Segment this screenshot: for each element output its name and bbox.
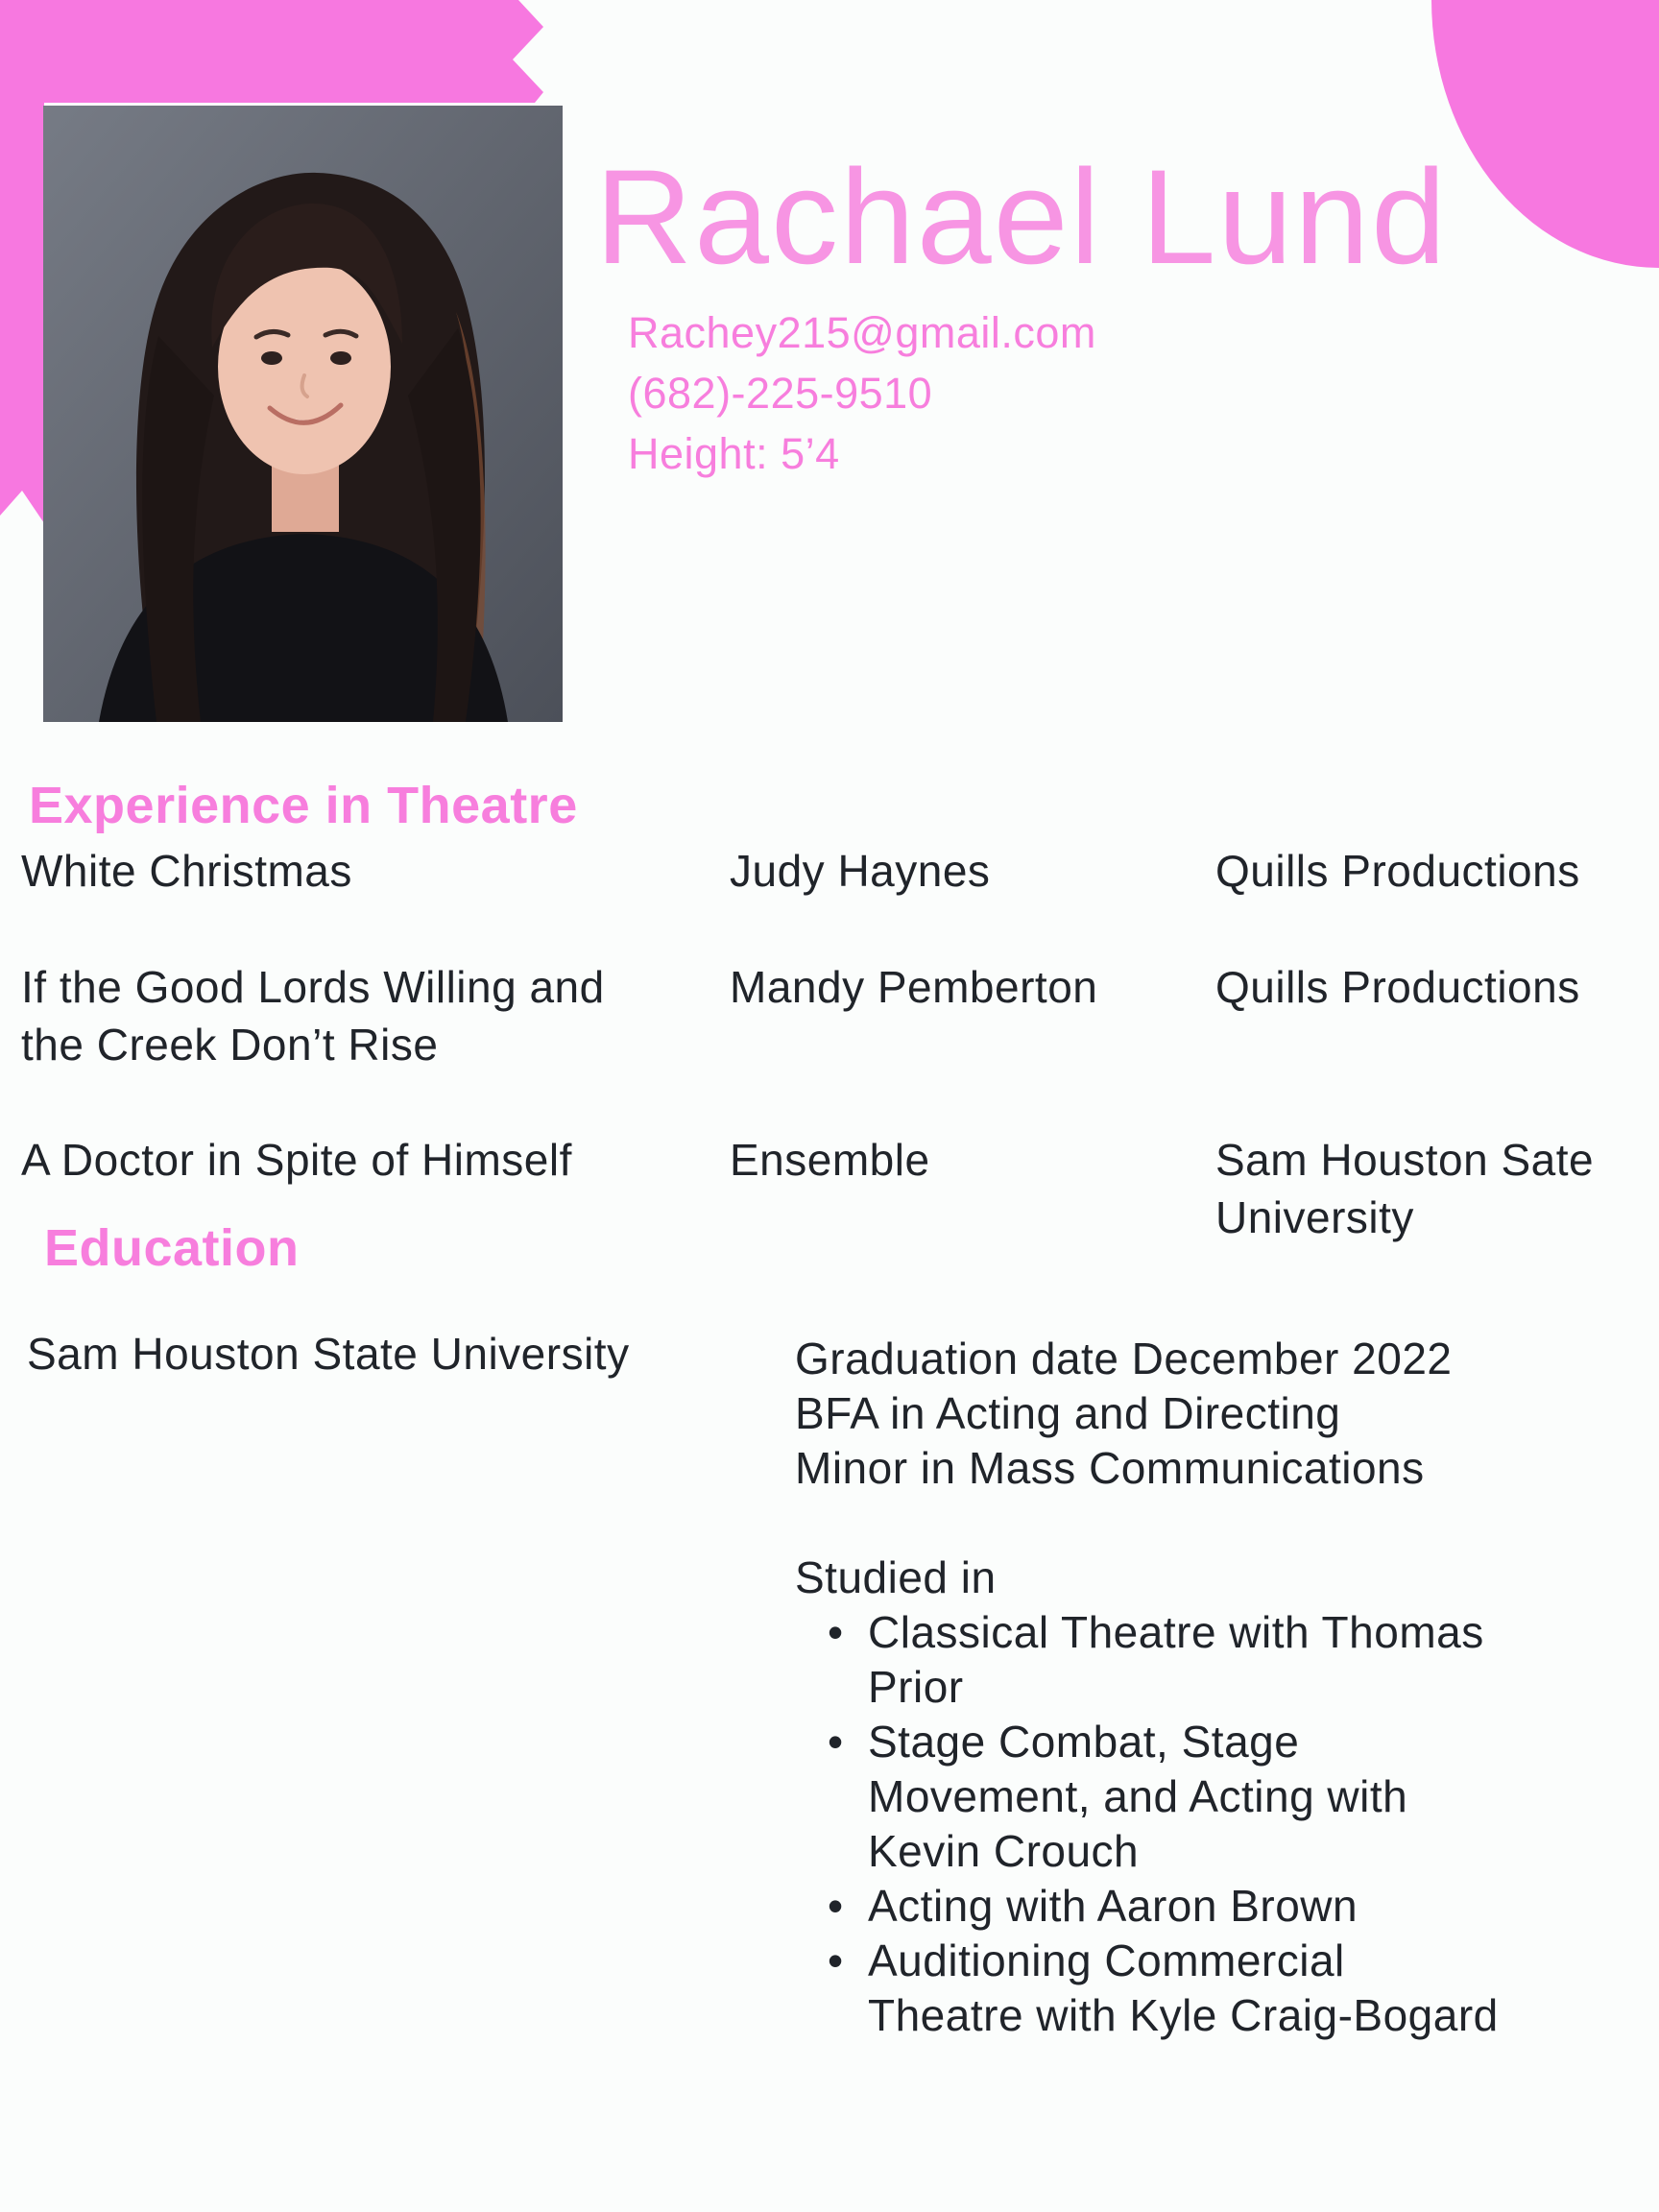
headshot-illustration [43,106,563,722]
experience-section-heading: Experience in Theatre [29,777,578,834]
education-details [795,1332,1505,2043]
degree: BFA in Acting and Directing [795,1388,1341,1438]
studied-item-cont: Kevin Crouch [868,1826,1140,1876]
role-name: Judy Haynes [730,846,991,896]
experience-row-show [21,1131,572,1189]
show-title-line2: the Creek Don’t Rise [21,1020,439,1070]
experience-row-role [730,1131,930,1189]
minor: Minor in Mass Communications [795,1443,1425,1493]
page-title-name: Rachael Lund [595,141,1448,292]
experience-row-company [1215,1131,1594,1246]
experience-row-show [21,958,605,1073]
company-name: Sam Houston Sate [1215,1135,1595,1185]
role-name: Mandy Pemberton [730,962,1098,1012]
contact-phone: (682)-225-9510 [628,369,933,418]
headshot-photo [43,106,563,722]
spacer [795,1496,1505,1551]
studied-item: • Stage Combat, Stage [868,1715,1505,1769]
show-title: White Christmas [21,846,352,896]
experience-row-company [1215,958,1580,1016]
studied-item: • Classical Theatre with Thomas [868,1605,1505,1660]
education-section-heading: Education [44,1219,300,1277]
experience-row-show [21,842,352,900]
company-name-line2: University [1215,1192,1414,1242]
experience-row-company [1215,842,1580,900]
pink-corner-circle-shape [1431,0,1659,268]
education-school: Sam Houston State University [27,1329,630,1379]
studied-in-label: Studied in [795,1552,997,1602]
pink-ribbon-top-shape [0,0,543,103]
studied-list [795,1605,1505,2043]
pink-ribbon-left-shape [0,0,44,526]
role-name: Ensemble [730,1135,930,1185]
contact-height: Height: 5’4 [628,429,840,478]
show-title: A Doctor in Spite of Himself [21,1135,572,1185]
studied-item-cont: Prior [868,1662,964,1712]
studied-item-cont: Movement, and Acting with [868,1771,1408,1821]
contact-block [628,302,1096,484]
contact-email: Rachey215@gmail.com [628,308,1096,357]
graduation-date: Graduation date December 2022 [795,1334,1453,1383]
experience-row-role [730,958,1097,1016]
company-name: Quills Productions [1215,846,1580,896]
experience-row-role [730,842,990,900]
company-name: Quills Productions [1215,962,1580,1012]
show-title: If the Good Lords Willing and [21,962,605,1012]
studied-item: • Auditioning Commercial [868,1934,1505,1988]
studied-item: • Acting with Aaron Brown [868,1879,1505,1934]
studied-item-cont: Theatre with Kyle Craig-Bogard [868,1990,1499,2040]
